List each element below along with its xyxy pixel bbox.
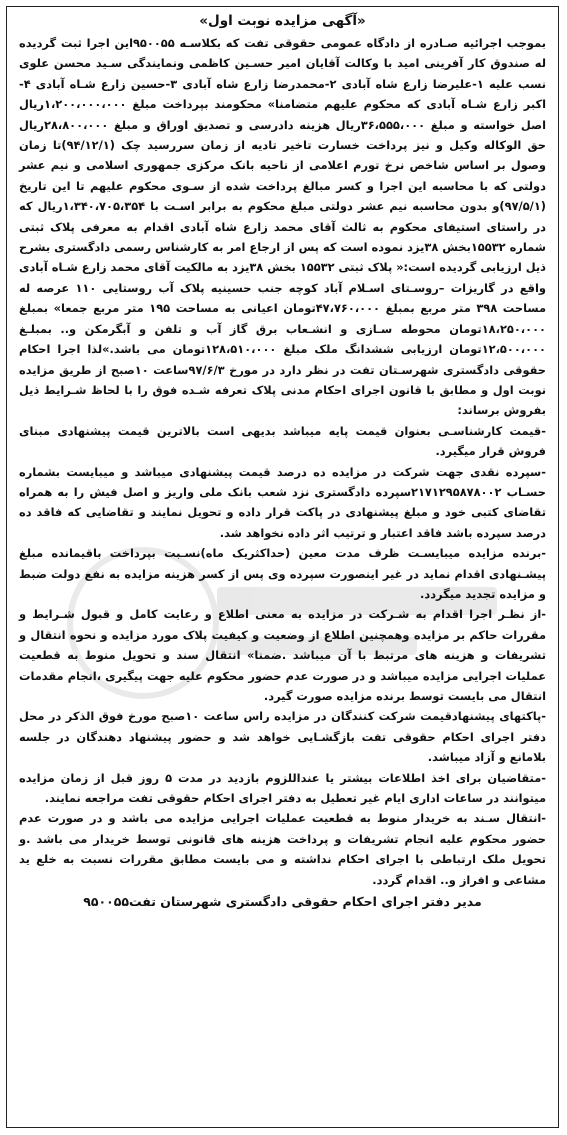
condition-1: -قیمت کارشناسـی بعنوان قیمت پایه میباشد بدیهی است بالاترین قیمت پیشنهادی مبنای فروش قرار میگیرد.	[19, 423, 546, 459]
auction-notice	[6, 6, 559, 1128]
notice-title: «آگهی مزایده نوبت اول»	[199, 13, 366, 29]
condition-6: -متقاضیان برای اخذ اطلاعات بیشتر یا عنداللزوم بازدید در مدت ۵ روز قبل از زمان مزایده میتوانند در ساعات اداری ایام غیر تعطیل به دفتر اجرای احکام حقوقی تفت مراجعه نمایند.	[19, 770, 546, 806]
notice-intro: بموجب اجرائیه صـادره از دادگاه عمومی حقوقی تفت که بکلاسـه ۹۵۰۰۵۵این اجرا ثبت گردیده له صندوق کار آفرینی امید با وکالت آقایان امیر حسـین کاظمی ونمایندگی سـید محسن علوی نسب علیه ۱-علیرضا زارع شاه آبادی ۲-محمدرضا زارع شاه آبادی ۳-حسین زارع شـاه آبادی ۴-اکبر زارع شـاه آبادی که محکوم علیهم متضامنا» محکومند بپرداخت مبلغ ۱،۲۰۰،۰۰۰،۰۰۰ریال اصل خواسته و مبلغ ۳۶،۵۵۵،۰۰۰ریال هزینه دادرسی و تصدیق اوراق و مبلغ ۲۸،۸۰۰،۰۰۰ریال حق الوکاله وکیل و نیز پرداخت خسارت تاخیر تادیه از زمان سررسید چک (۹۴/۱۲/۱)تا زمان وصول بر اساس شاخص نرخ تورم اعلامی از ناحیه بانک مرکزی جمهوری اسلامی و نیم عشر دولتی که با محاسبه این اجرا و کسر مبالغ پرداخت شده از سـوی محکوم علیهم تا این تاریخ (۹۷/۵/۱)و بدون محاسبه نیم عشر دولتی مبلغ محکوم به برابر اسـت با ۱،۳۴۰،۷۰۵،۳۵۴ریال که در راستای استیفای محکوم به ثالث آقای محمد زارع شاه آبادی اقدام به معرفی پلاک ثبتی شماره ۱۵۵۳۲بخش ۳۸یزد نموده است که پس از ارجاع امر به کارشناس رسمی دادگستری بشرح ذیل ارزیابی گردیده است:« پلاک ثبتی ۱۵۵۳۲ بخش ۳۸یزد به مالکیت آقای محمد زارع شـاه آبادی واقع در گاریزات –روسـتای اسـلام آباد کوچه جنب حسینیه پلاک آب روستایی ۱۱۰ عرصه له مساحت ۳۹۸ متر مربع بمبلغ ۴۷،۷۶۰،۰۰۰تومان اعیانی به مساحت ۱۹۵ متر مربع جمعا» بمبلغ ۱۸،۲۵۰،۰۰۰تومان محوطه سـازی و انشـعاب برق گاز آب و تلفن و آبگرمکن و.. بمبلـغ ۱۲،۵۰۰،۰۰۰تومان ارزیابی ششدانگ ملک مبلغ ۱۲۸،۵۱۰،۰۰۰تومان می باشد.»لذا اجرا احکام حقوقی دادگستری شهرسـتان تفت در نظر دارد در مورخ ۹۷/۶/۳ساعت ۱۰صبح از طریق مزایده نوبت اول و مطابق با قانون اجرای احکام مدنی پلاک تعرفه شـده فوق را با لحاظ شـرایط ذیل بفروش برساند:	[19, 36, 546, 418]
condition-2: -سپرده نقدی جهت شرکت در مزایده ده درصد قیمت پیشنهادی میباشد و میبایست بشماره حسـاب ۲۱۷۱۲۹۵۸۷۸۰۰۲سپرده دادگستری نزد شعب بانک ملی واریز و اصل فیش را به همراه تقاضای کتبی خود و مبلغ پیشنهادی در پاکت قرار داده و تحویل نمایند و تقاضایی که فاقد ده درصد سپرده باشد فاقد اعتبار و ترتیب اثر داده نخواهد شد.	[19, 464, 546, 540]
condition-4: -از نظـر اجرا اقدام به شـرکت در مزایده به معنی اطلاع و رعایت کامل و قبول شـرایط و مقررات حاکم بر مزایده وهمچنین اطلاع از وضعیت و کیفیت پلاک مورد مزایده و نحوه انتقال و تشریفات و هزینه های مرتبط با آن میباشد .ضمنا» انتقال سند و تحویل منوط به قطعیت عملیات اجرایی مزایده میباشد و در صورت عدم حضور محکوم علیه جهت پیگیری ،انجام مقدمات انتقال می بایست توسط برنده مزایده صورت گیرد.	[19, 607, 546, 703]
condition-5: -پاکتهای پیشنهادقیمت شرکت کنندگان در مزایده راس ساعت ۱۰صبح مورخ فوق الذکر در محل دفتر اجرای احکام حقوقی تفت بازگشـایی خواهد شد و حضور پیشنهاد دهندگان در جلسه بلامانع و آزاد میباشد.	[19, 709, 546, 765]
condition-7: -انتقال سـند به خریدار منوط به قطعیت عملیات اجرایی مزایده می باشد و در صورت عدم حضور محکوم علیه انجام تشریفات و پرداخت هزینه های قانونی توسط خریدار می باشد .و تحویل ملک ارتباطی با اجرای احکام نداشته و می بایست مطابق مقررات نسبت به خلع ید مشاعی و افراز و.. اقدام گردد.	[19, 811, 546, 887]
signature-line: مدیر دفتر اجرای احکام حقوقی دادگستری شهرستان تفت۹۵۰۰۵۵	[83, 894, 482, 910]
condition-3: -برنده مزایده میبایسـت ظرف مدت معین (حداکثریک ماه)نسـبت بپرداخت باقیمانده مبلغ پیشـنهادی اقدام نماید در غیر اینصورت سپرده وی پس از کسر هزینه مزایده به نفع دولت ضبط و مزایده تجدید میگردد.	[19, 546, 546, 601]
